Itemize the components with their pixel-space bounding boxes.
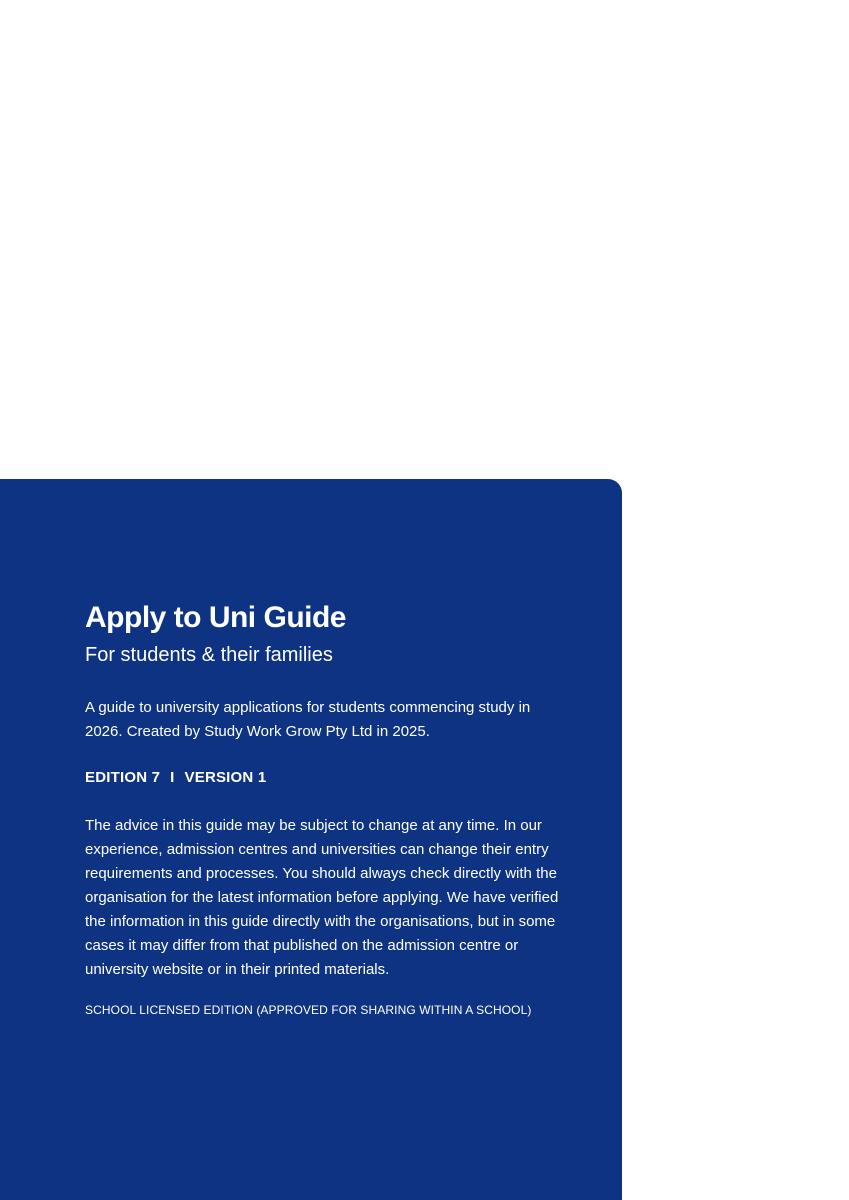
edition-line [85,768,560,788]
guide-subtitle: For students & their families [85,644,333,666]
version-label: VERSION 1 [184,769,267,786]
intro-paragraph: A guide to university applications for students commencing study in 2026. Created by Study Work Grow Pty Ltd in 2025. [85,699,531,740]
guide-title: Apply to Uni Guide [85,601,346,634]
license-note: SCHOOL LICENSED EDITION (APPROVED FOR SHARING WITHIN A SCHOOL) [85,1003,532,1017]
edition-separator: I [170,769,175,786]
disclaimer-paragraph: The advice in this guide may be subject to change at any time. In our experience, admission centres and universities can change their entry requirements and processes. You should always check directly with the organisation for the latest information before applying. We have verified the information in this guide directly with the organisations, but in some cases it may differ from that published on the admission centre or university website or in their printed materials. [85,817,559,978]
cover-content [85,598,560,1018]
edition-label: EDITION 7 [85,769,161,786]
